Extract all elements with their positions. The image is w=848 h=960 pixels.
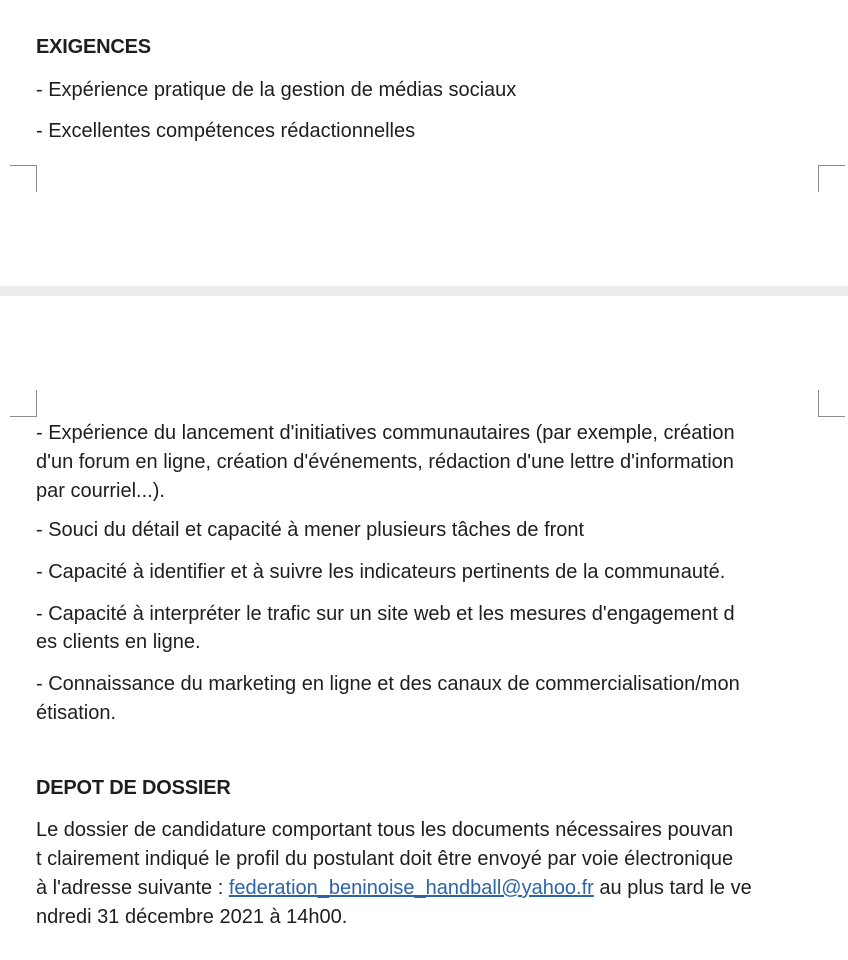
requirement-item: - Expérience pratique de la gestion de médias sociaux [36, 79, 517, 101]
deposit-text-segment: au plus tard le ve [593, 877, 752, 899]
email-link[interactable]: federation_beninoise_handball@yahoo.fr [228, 877, 594, 899]
requirements-heading: EXIGENCES [36, 36, 151, 58]
page-corner-mark-bottom-left [10, 390, 37, 417]
deposit-text-line: t clairement indiqué le profil du postulant doit être envoyé par voie électronique [36, 848, 734, 870]
deposit-text-line: ndredi 31 décembre 2021 à 14h00. [36, 906, 348, 928]
deposit-text-line: Le dossier de candidature comportant tous les documents nécessaires pouvan [36, 819, 734, 841]
document-page-top [0, 0, 848, 286]
deposit-text-line [36, 874, 752, 902]
requirement-item-line: étisation. [36, 702, 117, 724]
requirement-item: - Excellentes compétences rédactionnelles [36, 120, 416, 142]
page-corner-mark-top-left [10, 165, 37, 192]
deposit-text-segment: à l'adresse suivante : [36, 877, 229, 899]
requirement-item-line: - Capacité à identifier et à suivre les indicateurs pertinents de la communauté. [36, 561, 726, 583]
document-page-bottom [0, 296, 848, 960]
page-corner-mark-top-right [818, 165, 845, 192]
requirement-item-line: - Expérience du lancement d'initiatives communautaires (par exemple, création [36, 422, 735, 444]
requirement-item-line: par courriel...). [36, 480, 165, 502]
requirement-item-line: d'un forum en ligne, création d'événements, rédaction d'une lettre d'information [36, 451, 734, 473]
deposit-heading: DEPOT DE DOSSIER [36, 777, 231, 799]
page-separator [0, 286, 848, 296]
requirement-item-line: - Connaissance du marketing en ligne et des canaux de commercialisation/mon [36, 673, 740, 695]
requirement-item-line: es clients en ligne. [36, 631, 201, 653]
page-corner-mark-bottom-right [818, 390, 845, 417]
requirement-item-line: - Souci du détail et capacité à mener plusieurs tâches de front [36, 519, 585, 541]
requirement-item-line: - Capacité à interpréter le trafic sur un site web et les mesures d'engagement d [36, 603, 735, 625]
